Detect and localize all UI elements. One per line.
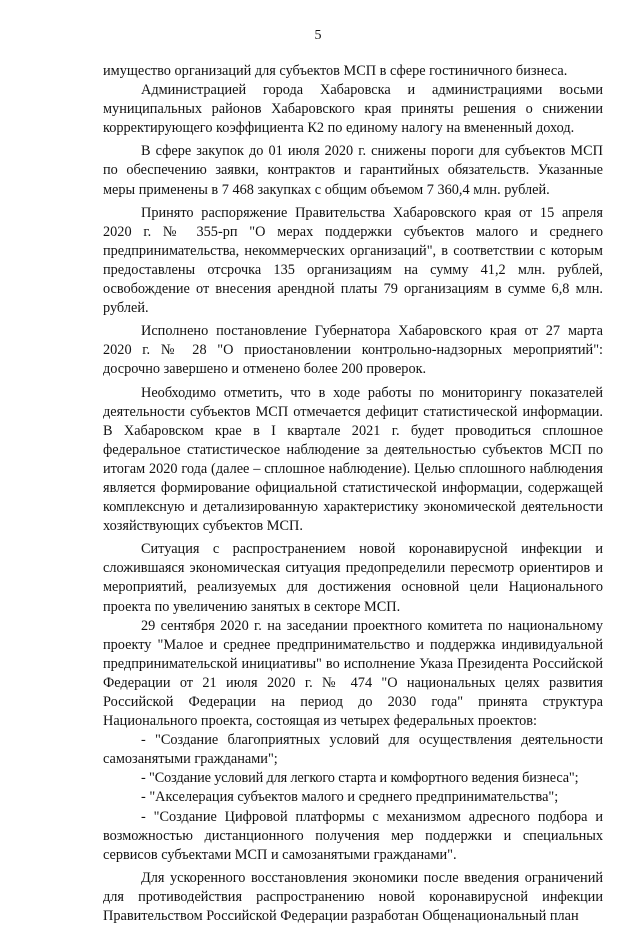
paragraph-7: Ситуация с распространением новой коронавирусной инфекции и сложившаяся экономическая ситуация предопределили пересмотр ориентиров и мероприятий, реализуемых для достижения основной цели Национального проекта по увеличению занятых в секторе МСП. — [103, 541, 603, 615]
page-number: 5 — [314, 28, 322, 43]
paragraph-1: имущество организаций для субъектов МСП в сфере гостиничного бизнеса. — [103, 63, 568, 79]
list-item-4: - "Создание Цифровой платформы с механизмом адресного подбора и возможностью дистанционного получения мер поддержки и специальных сервисов субъектами МСП и самозанятыми гражданами". — [103, 808, 603, 863]
list-item-1: - "Создание благоприятных условий для осуществления деятельности самозанятыми гражданами"; — [103, 732, 603, 768]
body-text — [103, 62, 603, 926]
paragraph-2: Администрацией города Хабаровска и администрациями восьми муниципальных районов Хабаровского края приняты решения о снижении корректирующего коэффициента К2 по единому налогу на вмененный доход. — [103, 82, 603, 137]
paragraph-8: 29 сентября 2020 г. на заседании проектного комитета по национальному проекту "Малое и среднее предпринимательство и поддержка индивидуальной предпринимательской инициативы" во исполнение Указа Президента Российской Федерации от 21 июля 2020 г. № 474 "О национальных целях развития Российской Федерации на период до 2030 года" принята структура Национального проекта, состоящая из четырех федеральных проектов: — [103, 617, 603, 730]
paragraph-9: Для ускоренного восстановления экономики после введения ограничений для противодействия распространению новой коронавирусной инфекции Правительством Российской Федерации разработан Общенациональный план — [103, 869, 603, 925]
list-item-3: - "Акселерация субъектов малого и среднего предпринимательства"; — [141, 789, 559, 806]
paragraph-6: Необходимо отметить, что в ходе работы по мониторингу показателей деятельности субъектов МСП отмечается дефицит статистической информации. В Хабаровском крае в I квартале 2021 г. будет проводиться сплошное федеральное статистическое наблюдение за деятельностью субъектов МСП по итогам 2020 года (далее – сплошное наблюдение). Целью сплошного наблюдения является формирование официальной статистической информации, содержащей комплексную и детализированную характеристику экономической деятельности хозяйствующих субъектов МСП. — [103, 384, 603, 535]
paragraph-3: В сфере закупок до 01 июля 2020 г. снижены пороги для субъектов МСП по обеспечению заявки, контрактов и гарантийных обязательств. Указанные меры применены в 7 468 закупках с общим объемом 7 360,4 млн. рублей. — [103, 143, 603, 198]
paragraph-4: Принято распоряжение Правительства Хабаровского края от 15 апреля 2020 г. № 355-рп "О мерах поддержки субъектов малого и среднего предпринимательства, некоммерческих организаций", в соответствии с которым предоставлены отсрочка 135 организациям на сумму 41,2 млн. рублей, освобождение от внесения арендной платы 79 организациям в сумме 6,8 млн. рублей. — [103, 204, 603, 317]
list-item-2: - "Создание условий для легкого старта и комфортного ведения бизнеса"; — [141, 770, 579, 787]
paragraph-5: Исполнено постановление Губернатора Хабаровского края от 27 марта 2020 г. № 28 "О приостановлении контрольно-надзорных мероприятий": досрочно завершено и отменено более 200 проверок. — [103, 323, 603, 378]
